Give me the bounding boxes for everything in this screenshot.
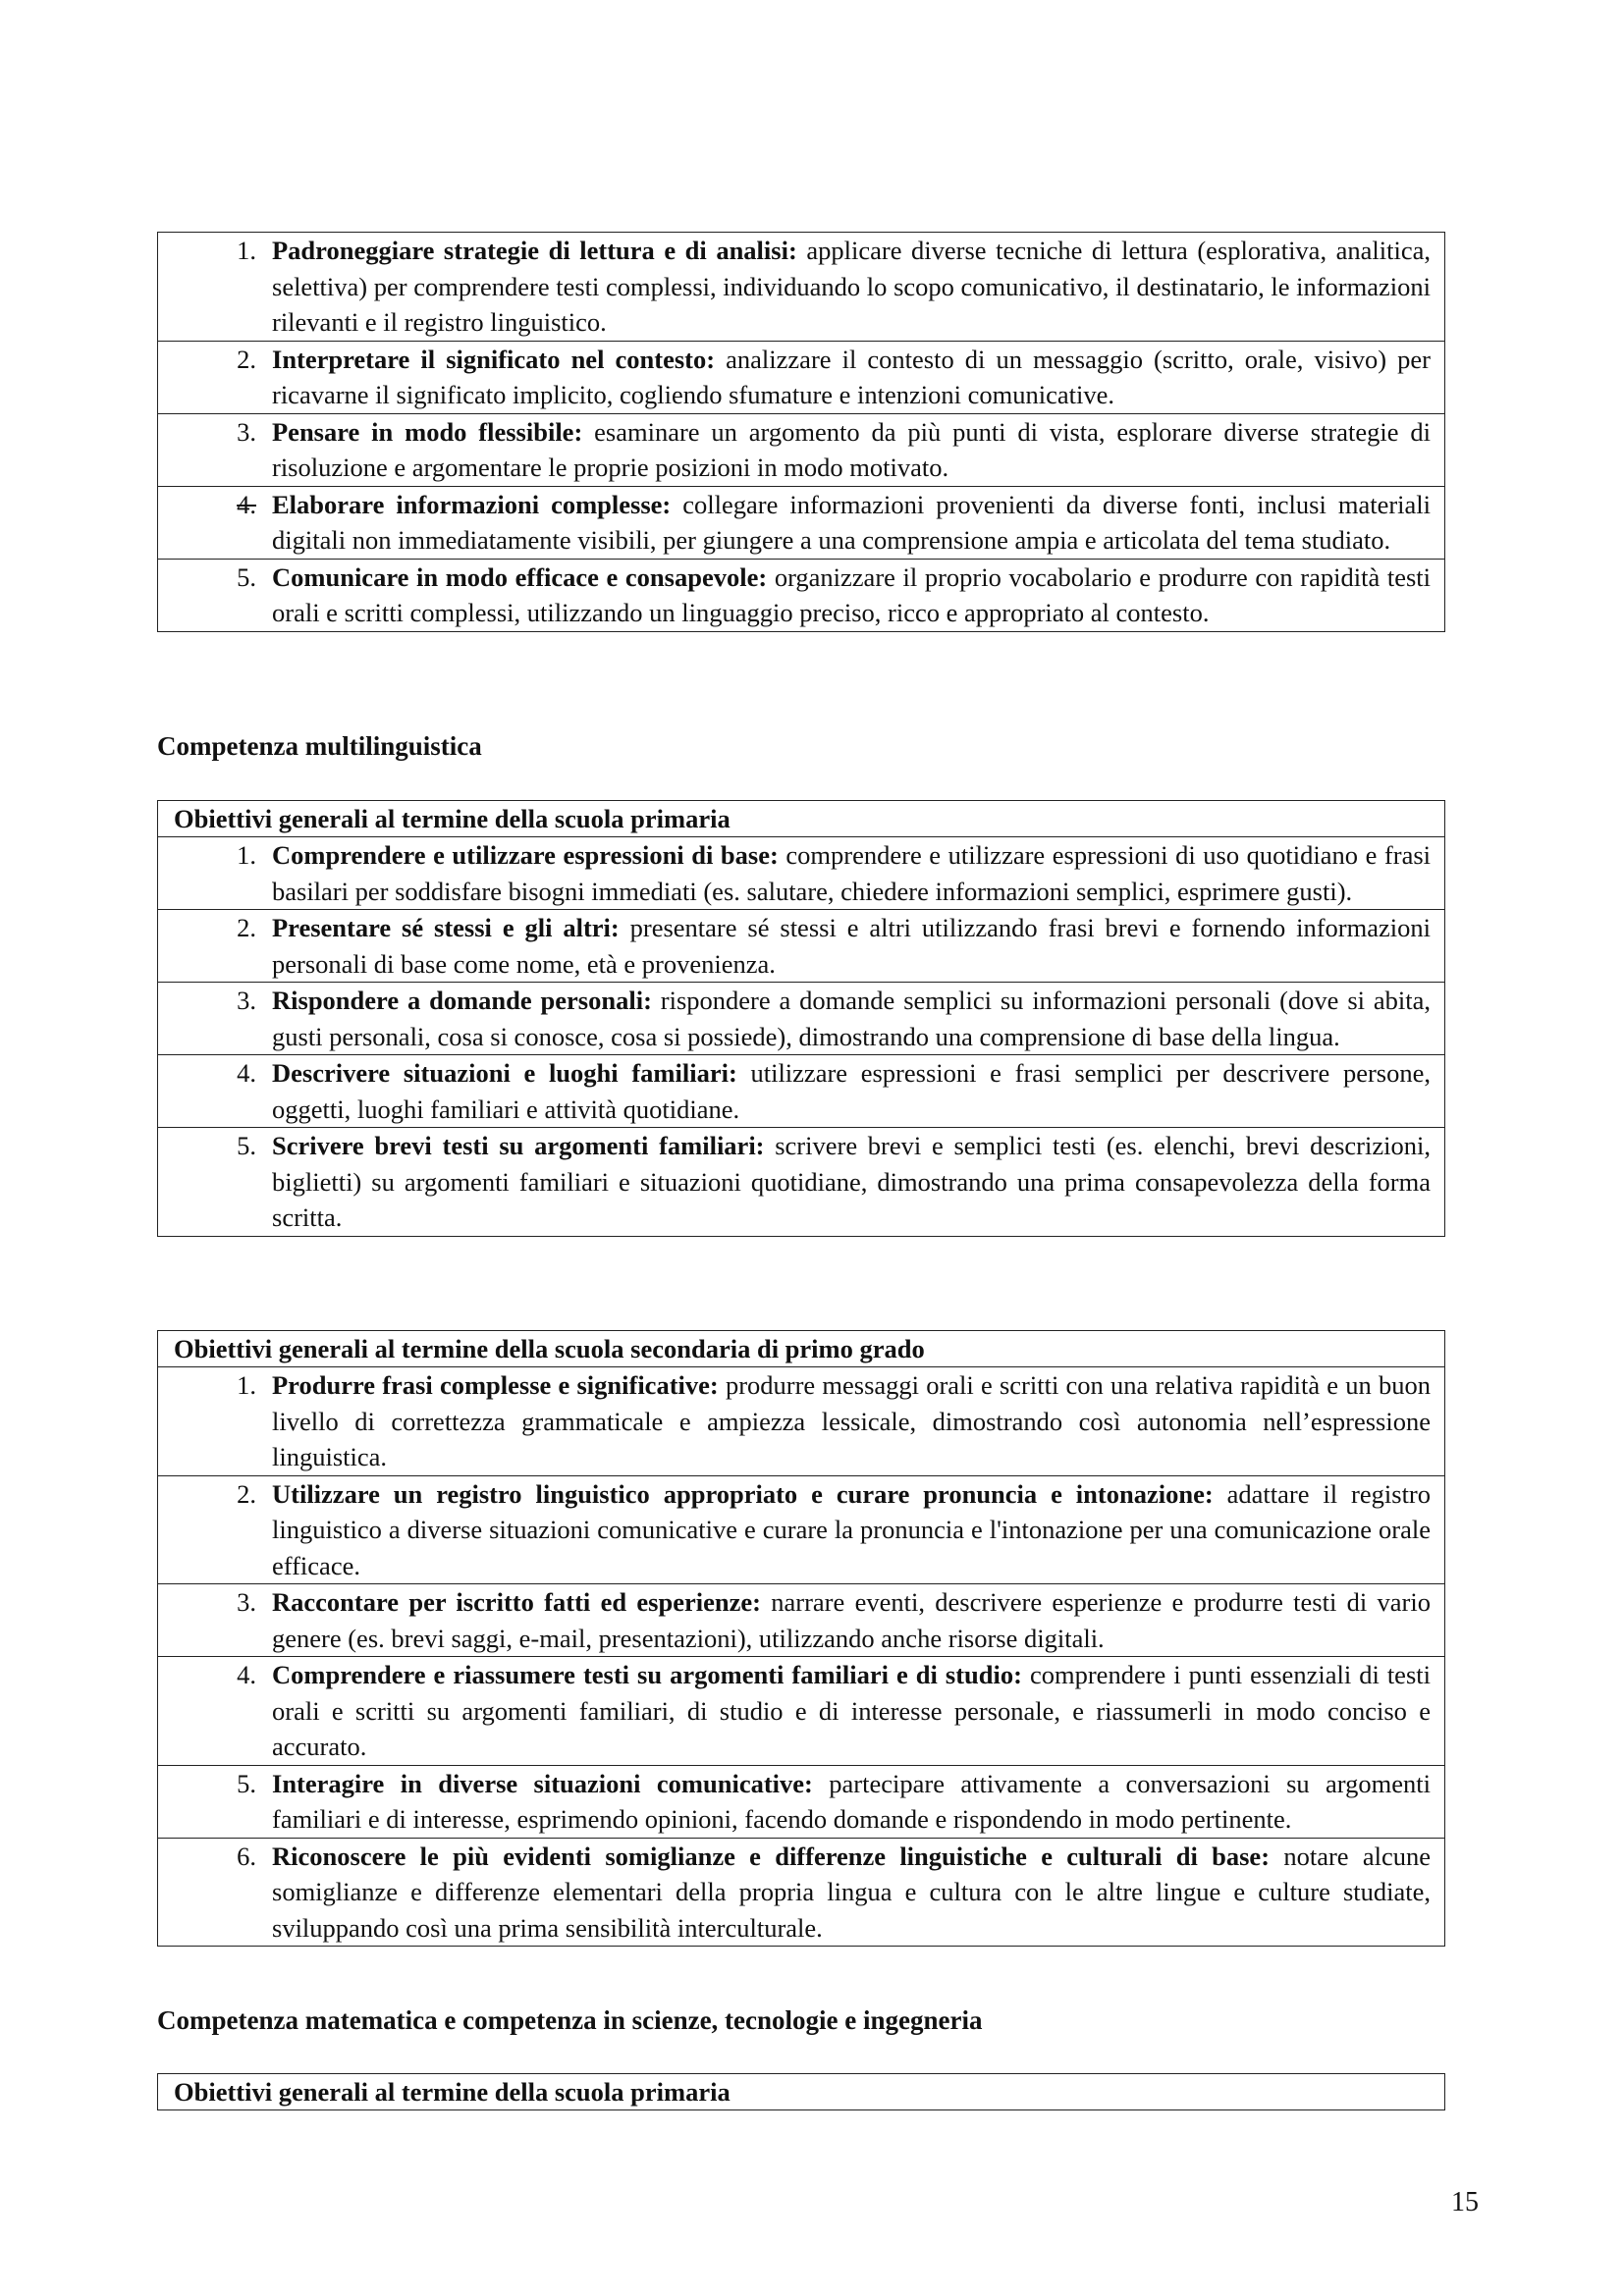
table-header: Obiettivi generali al termine della scuola secondaria di primo grado (158, 1331, 1444, 1367)
row-title: Comprendere e riassumere testi su argomenti familiari e di studio: (272, 1660, 1022, 1689)
row-title: Rispondere a domande personali: (272, 986, 652, 1015)
row-number: 4. (237, 1058, 256, 1088)
row-title: Utilizzare un registro linguistico appropriato e curare pronuncia e intonazione: (272, 1478, 1214, 1509)
row-number: 1. (237, 1370, 256, 1400)
row-number: 5. (237, 1768, 256, 1798)
row-number: 1. (237, 840, 256, 870)
objectives-table-secondary (157, 1330, 1445, 1947)
row-description: scrivere brevi e semplici testi (es. elenchi, brevi descrizioni, biglietti) su argomenti familiari e situazioni quotidiane, dimostrando una prima consapevolezza della forma scritta. (272, 1131, 1431, 1232)
row-number: 5. (237, 1131, 256, 1160)
table-header: Obiettivi generali al termine della scuola primaria (174, 2077, 731, 2107)
table-row (158, 560, 1444, 631)
table-row (158, 487, 1444, 560)
table-row (158, 1584, 1444, 1657)
row-title: Produrre frasi complesse e significative: (272, 1370, 719, 1400)
row-description: comprendere i punti essenziali di testi orali e scritti su argomenti familiari, di studio e di interesse personale, e riassumerli in modo conciso e accurato. (272, 1660, 1431, 1761)
table-row (158, 342, 1444, 414)
table-row (158, 837, 1444, 910)
row-description: organizzare il proprio vocabolario e produrre con rapidità testi orali e scritti complessi, utilizzando un linguaggio preciso, ricco e appropriato al contesto. (272, 561, 1432, 627)
row-title: Interagire in diverse situazioni comunicative: (272, 1768, 813, 1798)
row-description: collegare informazioni provenienti da diverse fonti, inclusi materiali digitali non immediatamente visibili, per giungere a una comprensione ampia e articolata del tema studiato. (272, 489, 1432, 555)
row-number: 4. (237, 1660, 256, 1689)
section-heading-multilingual: Competenza multilinguistica (157, 731, 482, 761)
row-description: notare alcune somiglianze e differenze elementari della propria lingua e cultura con le altre lingue e culture studiate, sviluppando così una prima sensibilità interculturale. (272, 1841, 1432, 1943)
objectives-table-math-primary (157, 2073, 1445, 2110)
row-description: analizzare il contesto di un messaggio (scritto, orale, visivo) per ricavarne il significato implicito, cogliendo sfumature e intenzioni comunicative. (272, 344, 1431, 409)
row-number: 2. (237, 1478, 256, 1509)
row-number: 4. (237, 489, 256, 519)
table-row (158, 910, 1444, 983)
table-row (158, 1476, 1444, 1585)
row-description: partecipare attivamente a conversazioni su argomenti familiari e di interesse, esprimendo opinioni, facendo domande e rispondendo in modo pertinente. (272, 1768, 1432, 1834)
row-title: Interpretare il significato nel contesto: (272, 344, 716, 374)
row-number: 3. (237, 1587, 256, 1617)
row-description: esaminare un argomento da più punti di vista, esplorare diverse strategie di risoluzione e argomentare le proprie posizioni in modo motivato. (272, 416, 1431, 482)
section-heading-math: Competenza matematica e competenza in scienze, tecnologie e ingegneria (157, 2005, 983, 2035)
table-row (158, 1055, 1444, 1128)
row-title: Presentare sé stessi e gli altri: (272, 913, 620, 942)
row-number: 2. (237, 913, 256, 942)
objectives-table-primary (157, 800, 1445, 1237)
row-description: comprendere e utilizzare espressioni di uso quotidiano e frasi basilari per soddisfare bisogni immediati (es. salutare, chiedere informazioni semplici, esprimere gusti). (272, 840, 1432, 906)
table-row (158, 1839, 1444, 1947)
row-title: Raccontare per iscritto fatti ed esperienze: (272, 1587, 761, 1617)
table-row (158, 1128, 1444, 1236)
row-number: 1. (237, 236, 256, 265)
row-title: Elaborare informazioni complesse: (272, 489, 672, 519)
table-header: Obiettivi generali al termine della scuola primaria (158, 801, 1444, 837)
row-description: utilizzare espressioni e frasi semplici per descrivere persone, oggetti, luoghi familiari e attività quotidiane. (272, 1058, 1431, 1124)
row-description: rispondere a domande semplici su informazioni personali (dove si abita, gusti personali, cosa si conosce, cosa si possiede), dimostrando una comprensione di base della lingua. (272, 986, 1432, 1051)
table-row (158, 414, 1444, 487)
row-number: 3. (237, 986, 256, 1015)
page-number: 15 (1451, 2187, 1479, 2217)
row-title: Pensare in modo flessibile: (272, 416, 583, 447)
row-description: adattare il registro linguistico a diverse situazioni comunicative e curare la pronuncia e l'intonazione per una comunicazione orale efficace. (272, 1478, 1432, 1580)
row-title: Riconoscere le più evidenti somiglianze e differenze linguistiche e culturali di base: (272, 1841, 1271, 1871)
row-description: narrare eventi, descrivere esperienze e produrre testi di vario genere (es. brevi saggi, e-mail, presentazioni), utilizzando anche risorse digitali. (272, 1587, 1431, 1653)
row-number: 2. (237, 344, 256, 374)
row-description: applicare diverse tecniche di lettura (esplorativa, analitica, selettiva) per comprendere testi complessi, individuando lo scopo comunicativo, il destinatario, le informazioni rilevanti e il registro linguistico. (272, 236, 1431, 337)
table-row (158, 1657, 1444, 1766)
row-number: 6. (237, 1841, 256, 1871)
table-row (158, 1367, 1444, 1476)
table-row (158, 233, 1444, 342)
row-title: Padroneggiare strategie di lettura e di analisi: (272, 236, 797, 265)
row-description: produrre messaggi orali e scritti con una relativa rapidità e un buon livello di correttezza grammaticale e ampiezza lessicale, dimostrando così autonomia nell’espressione linguistica. (272, 1370, 1431, 1471)
row-title: Comunicare in modo efficace e consapevole: (272, 561, 768, 592)
table-row (158, 983, 1444, 1055)
table-row (158, 1766, 1444, 1839)
row-title: Scrivere brevi testi su argomenti familiari: (272, 1131, 765, 1160)
objectives-table-literacy (157, 232, 1445, 632)
row-number: 3. (237, 416, 256, 447)
row-number: 5. (237, 561, 256, 592)
row-description: presentare sé stessi e altri utilizzando frasi brevi e fornendo informazioni personali di base come nome, età e provenienza. (272, 913, 1431, 979)
row-title: Descrivere situazioni e luoghi familiari: (272, 1058, 737, 1088)
row-title: Comprendere e utilizzare espressioni di base: (272, 840, 779, 870)
